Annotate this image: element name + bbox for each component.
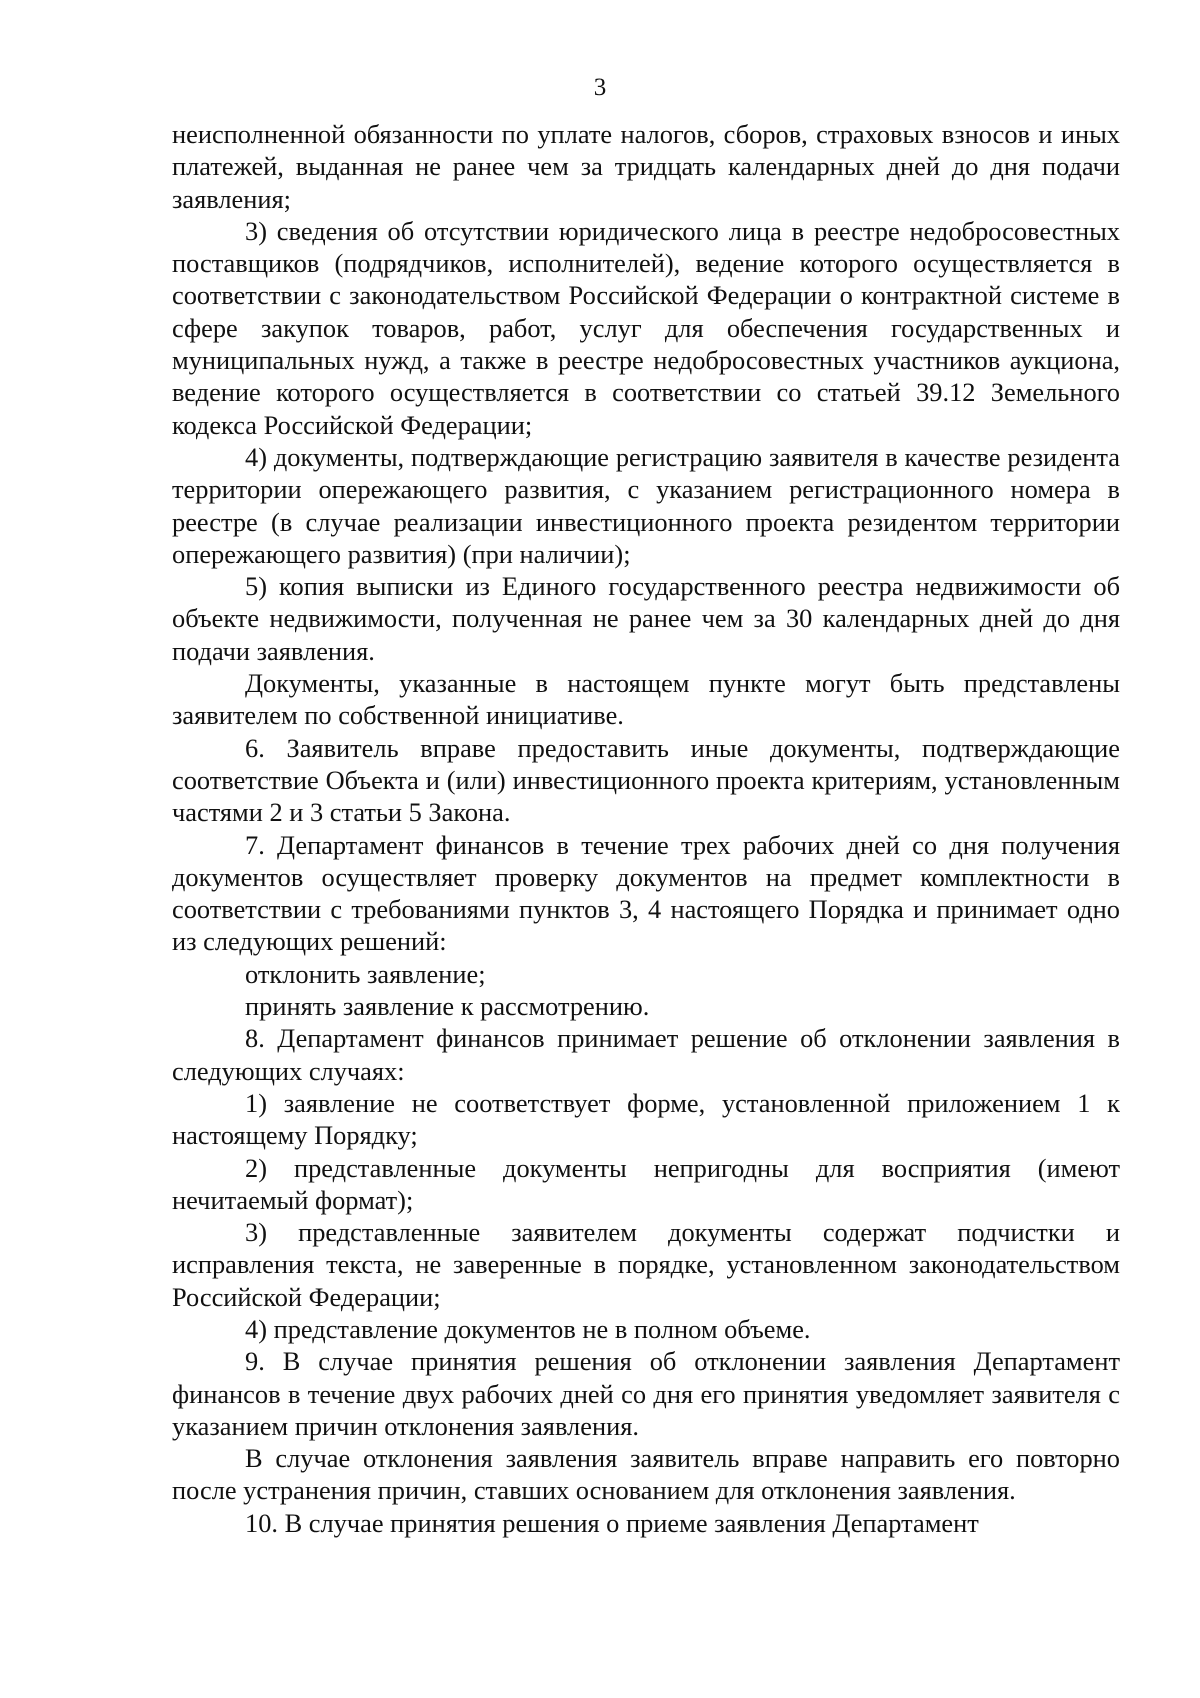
paragraph: 8. Департамент финансов принимает решение об отклонении заявления в следующих случаях: xyxy=(172,1023,1120,1086)
paragraph: 4) представление документов не в полном объеме. xyxy=(245,1313,811,1344)
paragraph: 3) сведения об отсутствии юридического лица в реестре недобросовестных поставщиков (подрядчиков, исполнителей), ведение которого осуществляется в соответствии с законодательством Российской Федерации о контрактной системе в сфере закупок товаров, работ, услуг для обеспечения государственных и муниципальных нужд, а также в реестре недобросовестных участников аукциона, ведение которого осуществляется в соответствии со статьей 39.12 Земельного кодекса Российской Федерации; xyxy=(172,215,1120,440)
paragraph: 3) представленные заявителем документы содержат подчистки и исправления текста, не заверенные в порядке, установленном законодательством Российской Федерации; xyxy=(172,1217,1120,1312)
paragraph: 9. В случае принятия решения об отклонении заявления Департамент финансов в течение двух рабочих дней со дня его принятия уведомляет заявителя с указанием причин отклонения заявления. xyxy=(172,1346,1120,1441)
paragraph: В случае отклонения заявления заявитель вправе направить его повторно после устранения причин, ставших основанием для отклонения заявления. xyxy=(172,1443,1120,1506)
paragraph: Документы, указанные в настоящем пункте могут быть представлены заявителем по собственной инициативе. xyxy=(172,668,1120,731)
page-number: 3 xyxy=(593,74,607,101)
paragraph: 5) копия выписки из Единого государственного реестра недвижимости об объекте недвижимости, полученная не ранее чем за 30 календарных дней до дня подачи заявления. xyxy=(172,571,1120,666)
paragraph: 4) документы, подтверждающие регистрацию заявителя в качестве резидента территории опережающего развития, с указанием регистрационного номера в реестре (в случае реализации инвестиционного проекта резидентом территории опережающего развития) (при наличии); xyxy=(172,441,1120,569)
paragraph: принять заявление к рассмотрению. xyxy=(245,991,650,1022)
paragraph: отклонить заявление; xyxy=(245,958,486,989)
paragraph: 1) заявление не соответствует форме, установленной приложением 1 к настоящему Порядку; xyxy=(172,1087,1120,1151)
paragraph: 10. В случае принятия решения о приеме заявления Департамент xyxy=(245,1507,979,1538)
document-body xyxy=(172,118,1120,1539)
paragraph: 7. Департамент финансов в течение трех рабочих дней со дня получения документов осуществляет проверку документов на предмет комплектности в соответствии с требованиями пунктов 3, 4 настоящего Порядка и принимает одно из следующих решений: xyxy=(172,829,1120,957)
paragraph: неисполненной обязанности по уплате налогов, сборов, страховых взносов и иных платежей, выданная не ранее чем за тридцать календарных дней до дня подачи заявления; xyxy=(172,119,1120,214)
paragraph: 2) представленные документы непригодны для восприятия (имеют нечитаемый формат); xyxy=(172,1152,1120,1215)
paragraph: 6. Заявитель вправе предоставить иные документы, подтверждающие соответствие Объекта и (или) инвестиционного проекта критериям, установленным частями 2 и 3 статьи 5 Закона. xyxy=(172,732,1120,828)
